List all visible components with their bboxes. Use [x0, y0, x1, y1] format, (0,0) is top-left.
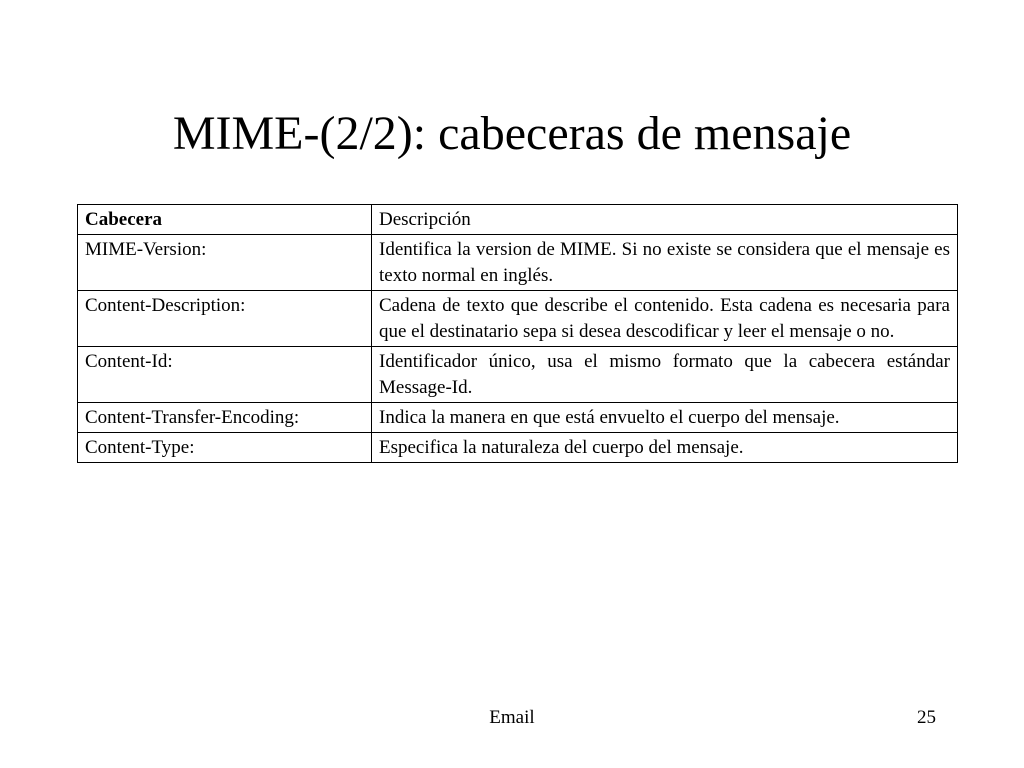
header-name-cell: MIME-Version:: [78, 235, 372, 291]
header-description-cell: Especifica la naturaleza del cuerpo del mensaje.: [372, 433, 958, 463]
page-number: 25: [917, 707, 936, 728]
column-header-descripcion: Descripción: [372, 205, 958, 235]
slide-title: MIME-(2/2): cabeceras de mensaje: [172, 107, 852, 160]
table-row: [78, 235, 958, 291]
column-header-cabecera: Cabecera: [78, 205, 372, 235]
header-description-cell: Identifica la version de MIME. Si no existe se considera que el mensaje es texto normal en inglés.: [372, 235, 958, 291]
header-name-cell: Content-Description:: [78, 291, 372, 347]
header-name-cell: Content-Transfer-Encoding:: [78, 403, 372, 433]
table-row: [78, 291, 958, 347]
header-name-cell: Content-Type:: [78, 433, 372, 463]
header-description-cell: Cadena de texto que describe el contenido. Esta cadena es necesaria para que el destinatario sepa si desea descodificar y leer el mensaje o no.: [372, 291, 958, 347]
table-header-row: [78, 205, 958, 235]
table-row: [78, 433, 958, 463]
header-description-cell: Indica la manera en que está envuelto el cuerpo del mensaje.: [372, 403, 958, 433]
mime-headers-table: [77, 204, 958, 463]
footer-topic: Email: [489, 707, 535, 728]
header-name-cell: Content-Id:: [78, 347, 372, 403]
table-row: [78, 403, 958, 433]
header-description-cell: Identificador único, usa el mismo formato que la cabecera estándar Message-Id.: [372, 347, 958, 403]
table-row: [78, 347, 958, 403]
